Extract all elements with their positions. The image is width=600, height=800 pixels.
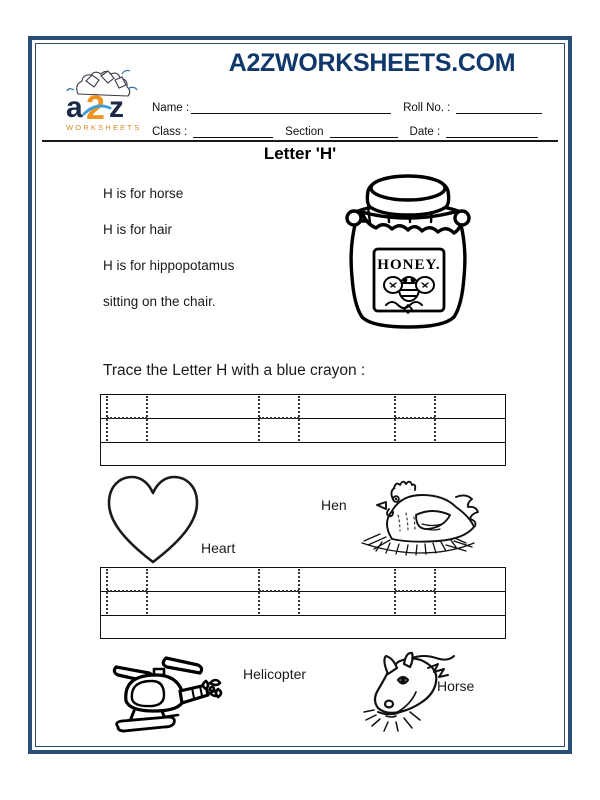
dotted-letter-h[interactable] <box>257 395 301 442</box>
name-input[interactable] <box>191 101 391 114</box>
a2z-logo <box>56 64 156 136</box>
grid-line-baseline <box>101 442 505 443</box>
svg-text:z: z <box>109 91 124 124</box>
field-row-class <box>152 114 552 138</box>
site-title: A2ZWORKSHEETS.COM <box>228 49 516 77</box>
class-input[interactable] <box>193 125 273 138</box>
honey-jar-picture <box>338 163 478 331</box>
grid-line-middle <box>101 418 505 419</box>
date-label: Date : <box>409 126 441 138</box>
dotted-letter-h[interactable] <box>393 568 437 615</box>
svg-text:WORKSHEETS: WORKSHEETS <box>66 123 142 132</box>
svg-text:a: a <box>66 91 83 124</box>
heart-picture <box>106 474 200 564</box>
section-input[interactable] <box>330 125 398 138</box>
rhyme-line: sitting on the chair. <box>103 294 216 309</box>
rhyme-line: H is for horse <box>103 186 184 201</box>
trace-instruction: Trace the Letter H with a blue crayon : <box>103 362 366 379</box>
tracing-grid[interactable] <box>100 394 506 466</box>
horse-label: Horse <box>437 678 475 694</box>
dotted-letter-h[interactable] <box>105 568 149 615</box>
rhyme-line: H is for hair <box>103 222 173 237</box>
helicopter-label: Helicopter <box>243 666 307 682</box>
date-input[interactable] <box>446 125 538 138</box>
dotted-letter-h[interactable] <box>105 395 149 442</box>
field-row-name <box>152 90 552 114</box>
svg-text:2: 2 <box>86 89 105 127</box>
grid-line-middle <box>101 591 505 592</box>
tracing-grid[interactable] <box>100 567 506 639</box>
heart-label: Heart <box>201 540 236 556</box>
rhyme-line: H is for hippopotamus <box>103 258 235 273</box>
worksheet-header <box>42 44 558 142</box>
student-info-fields <box>152 90 552 138</box>
dotted-letter-h[interactable] <box>257 568 301 615</box>
name-label: Name : <box>152 102 190 114</box>
section-label: Section <box>285 126 324 138</box>
hen-label: Hen <box>321 497 347 513</box>
svg-text:HONEY.: HONEY. <box>377 257 441 273</box>
roll-label: Roll No. : <box>403 102 451 114</box>
class-label: Class : <box>152 126 188 138</box>
hen-picture <box>358 479 478 557</box>
page-title: Letter 'H' <box>263 144 337 163</box>
grid-line-baseline <box>101 615 505 616</box>
rhyme-block <box>103 186 333 330</box>
roll-input[interactable] <box>456 101 542 114</box>
helicopter-picture <box>104 653 226 733</box>
dotted-letter-h[interactable] <box>393 395 437 442</box>
